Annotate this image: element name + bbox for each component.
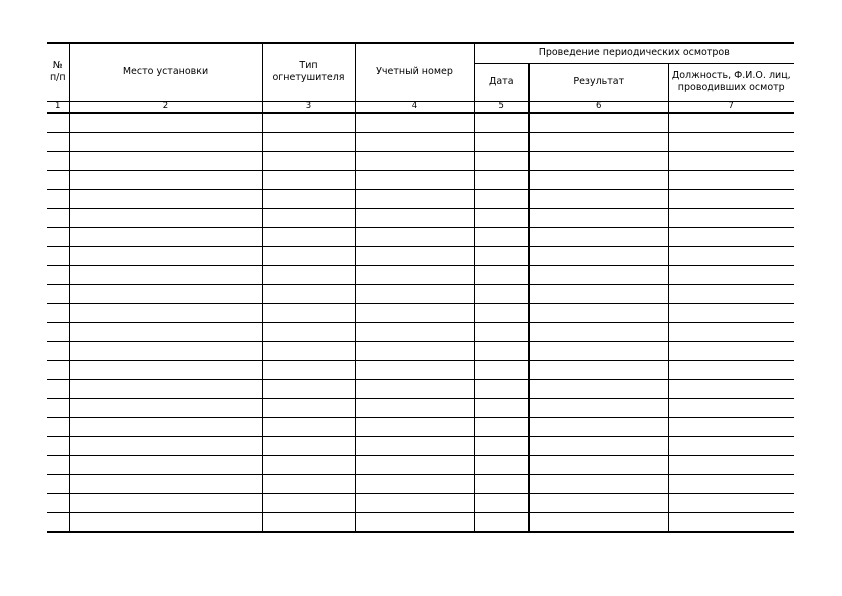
table-cell[interactable] bbox=[355, 113, 474, 133]
table-cell[interactable] bbox=[529, 455, 668, 474]
table-row bbox=[47, 246, 794, 265]
table-cell[interactable] bbox=[529, 189, 668, 208]
table-row bbox=[47, 113, 794, 133]
column-number: 2 bbox=[69, 101, 262, 113]
table-cell[interactable] bbox=[355, 512, 474, 532]
table-cell[interactable] bbox=[474, 227, 529, 246]
table-cell[interactable] bbox=[69, 379, 262, 398]
table-row bbox=[47, 436, 794, 455]
table-cell[interactable] bbox=[47, 379, 69, 398]
table-cell[interactable] bbox=[69, 303, 262, 322]
column-number-row bbox=[47, 101, 794, 113]
column-number: 7 bbox=[668, 101, 794, 113]
header-periodic-inspections: Проведение периодических осмотров bbox=[474, 43, 794, 63]
table-cell[interactable] bbox=[47, 436, 69, 455]
table-row bbox=[47, 265, 794, 284]
table-cell[interactable] bbox=[474, 189, 529, 208]
table-cell[interactable] bbox=[262, 455, 355, 474]
table-cell[interactable] bbox=[262, 474, 355, 493]
table-cell[interactable] bbox=[69, 246, 262, 265]
table-cell[interactable] bbox=[262, 208, 355, 227]
table-cell[interactable] bbox=[355, 322, 474, 341]
table-cell[interactable] bbox=[474, 417, 529, 436]
table-cell[interactable] bbox=[47, 322, 69, 341]
table-cell[interactable] bbox=[529, 360, 668, 379]
column-number: 5 bbox=[474, 101, 529, 113]
table-row bbox=[47, 208, 794, 227]
table-cell[interactable] bbox=[474, 512, 529, 532]
table-cell[interactable] bbox=[474, 113, 529, 133]
table-cell[interactable] bbox=[668, 512, 794, 532]
table-cell[interactable] bbox=[668, 474, 794, 493]
table-cell[interactable] bbox=[262, 322, 355, 341]
header-inspector: Должность, Ф.И.О. лиц, проводивших осмотр bbox=[668, 63, 794, 101]
table-cell[interactable] bbox=[668, 227, 794, 246]
table-cell[interactable] bbox=[47, 246, 69, 265]
table-cell[interactable] bbox=[355, 284, 474, 303]
header-date: Дата bbox=[474, 63, 529, 101]
table-row bbox=[47, 493, 794, 512]
table-row bbox=[47, 170, 794, 189]
table-cell[interactable] bbox=[668, 113, 794, 133]
table-cell[interactable] bbox=[262, 151, 355, 170]
table-cell[interactable] bbox=[668, 398, 794, 417]
table-cell[interactable] bbox=[529, 151, 668, 170]
table-cell[interactable] bbox=[355, 208, 474, 227]
table-cell[interactable] bbox=[69, 227, 262, 246]
column-number: 4 bbox=[355, 101, 474, 113]
table-cell[interactable] bbox=[529, 132, 668, 151]
table-cell[interactable] bbox=[355, 455, 474, 474]
table-cell[interactable] bbox=[47, 227, 69, 246]
table-cell[interactable] bbox=[474, 474, 529, 493]
table-cell[interactable] bbox=[69, 284, 262, 303]
table-cell[interactable] bbox=[355, 417, 474, 436]
table-row bbox=[47, 284, 794, 303]
inspection-log-table bbox=[47, 42, 794, 533]
table-cell[interactable] bbox=[474, 436, 529, 455]
table-cell[interactable] bbox=[262, 379, 355, 398]
table-cell[interactable] bbox=[668, 341, 794, 360]
table-cell[interactable] bbox=[262, 398, 355, 417]
table-cell[interactable] bbox=[47, 132, 69, 151]
table-cell[interactable] bbox=[529, 113, 668, 133]
table-cell[interactable] bbox=[474, 398, 529, 417]
table-cell[interactable] bbox=[529, 493, 668, 512]
table-cell[interactable] bbox=[668, 379, 794, 398]
table-cell[interactable] bbox=[355, 379, 474, 398]
table-cell[interactable] bbox=[668, 417, 794, 436]
table-cell[interactable] bbox=[529, 398, 668, 417]
table-row bbox=[47, 379, 794, 398]
table-row bbox=[47, 303, 794, 322]
table-cell[interactable] bbox=[262, 436, 355, 455]
table-cell[interactable] bbox=[474, 493, 529, 512]
table-cell[interactable] bbox=[262, 417, 355, 436]
table-row bbox=[47, 151, 794, 170]
table-cell[interactable] bbox=[529, 265, 668, 284]
table-cell[interactable] bbox=[474, 341, 529, 360]
table-cell[interactable] bbox=[47, 151, 69, 170]
table-cell[interactable] bbox=[668, 455, 794, 474]
table-cell[interactable] bbox=[69, 322, 262, 341]
table-cell[interactable] bbox=[474, 132, 529, 151]
table-row bbox=[47, 341, 794, 360]
table-cell[interactable] bbox=[529, 208, 668, 227]
table-cell[interactable] bbox=[69, 208, 262, 227]
table-cell[interactable] bbox=[474, 360, 529, 379]
table-cell[interactable] bbox=[69, 341, 262, 360]
header-row-number: № п/п bbox=[47, 43, 69, 101]
table-cell[interactable] bbox=[262, 512, 355, 532]
table-cell[interactable] bbox=[668, 360, 794, 379]
table-cell[interactable] bbox=[668, 170, 794, 189]
table-cell[interactable] bbox=[47, 208, 69, 227]
table-cell[interactable] bbox=[69, 151, 262, 170]
table-row bbox=[47, 512, 794, 532]
table-row bbox=[47, 189, 794, 208]
table-cell[interactable] bbox=[69, 493, 262, 512]
table-body bbox=[47, 113, 794, 532]
table-cell[interactable] bbox=[69, 189, 262, 208]
table-cell[interactable] bbox=[47, 341, 69, 360]
table-cell[interactable] bbox=[69, 132, 262, 151]
table-cell[interactable] bbox=[69, 360, 262, 379]
table-cell[interactable] bbox=[355, 341, 474, 360]
table-cell[interactable] bbox=[69, 170, 262, 189]
table-cell[interactable] bbox=[668, 265, 794, 284]
table-cell[interactable] bbox=[47, 512, 69, 532]
table-cell[interactable] bbox=[355, 151, 474, 170]
table-cell[interactable] bbox=[47, 189, 69, 208]
table-cell[interactable] bbox=[474, 379, 529, 398]
table-cell[interactable] bbox=[668, 303, 794, 322]
table-cell[interactable] bbox=[668, 493, 794, 512]
table-cell[interactable] bbox=[529, 303, 668, 322]
table-cell[interactable] bbox=[355, 493, 474, 512]
table-cell[interactable] bbox=[262, 265, 355, 284]
table-cell[interactable] bbox=[47, 398, 69, 417]
table-cell[interactable] bbox=[47, 284, 69, 303]
header-result: Результат bbox=[529, 63, 668, 101]
table-cell[interactable] bbox=[529, 379, 668, 398]
table-cell[interactable] bbox=[69, 398, 262, 417]
table-row bbox=[47, 360, 794, 379]
table-cell[interactable] bbox=[262, 113, 355, 133]
column-number: 3 bbox=[262, 101, 355, 113]
table-cell[interactable] bbox=[529, 170, 668, 189]
table-cell[interactable] bbox=[47, 113, 69, 133]
table-cell[interactable] bbox=[474, 265, 529, 284]
header-inventory-number: Учетный номер bbox=[355, 43, 474, 101]
table-row bbox=[47, 455, 794, 474]
header-extinguisher-type: Тип огнетушителя bbox=[262, 43, 355, 101]
table-cell[interactable] bbox=[355, 132, 474, 151]
table-cell[interactable] bbox=[529, 246, 668, 265]
table-cell[interactable] bbox=[69, 417, 262, 436]
column-number: 1 bbox=[47, 101, 69, 113]
table-cell[interactable] bbox=[474, 284, 529, 303]
table-cell[interactable] bbox=[355, 170, 474, 189]
table-cell[interactable] bbox=[47, 455, 69, 474]
table-cell[interactable] bbox=[668, 284, 794, 303]
table-cell[interactable] bbox=[355, 398, 474, 417]
table-cell[interactable] bbox=[474, 151, 529, 170]
table-cell[interactable] bbox=[529, 417, 668, 436]
table-cell[interactable] bbox=[529, 322, 668, 341]
table-cell[interactable] bbox=[355, 265, 474, 284]
table-cell[interactable] bbox=[355, 189, 474, 208]
table-cell[interactable] bbox=[668, 436, 794, 455]
table-cell[interactable] bbox=[47, 265, 69, 284]
table-cell[interactable] bbox=[668, 322, 794, 341]
table-cell[interactable] bbox=[668, 189, 794, 208]
table-cell[interactable] bbox=[529, 436, 668, 455]
table-cell[interactable] bbox=[474, 170, 529, 189]
table-cell[interactable] bbox=[474, 455, 529, 474]
table-cell[interactable] bbox=[529, 284, 668, 303]
table-cell[interactable] bbox=[474, 246, 529, 265]
table-row bbox=[47, 227, 794, 246]
table-cell[interactable] bbox=[47, 303, 69, 322]
table-cell[interactable] bbox=[69, 474, 262, 493]
table-cell[interactable] bbox=[47, 474, 69, 493]
column-number: 6 bbox=[529, 101, 668, 113]
table-cell[interactable] bbox=[668, 246, 794, 265]
table-cell[interactable] bbox=[262, 303, 355, 322]
table-cell[interactable] bbox=[69, 512, 262, 532]
table-row bbox=[47, 132, 794, 151]
table-cell[interactable] bbox=[355, 474, 474, 493]
table-row bbox=[47, 322, 794, 341]
table-row bbox=[47, 417, 794, 436]
table-cell[interactable] bbox=[262, 132, 355, 151]
table-cell[interactable] bbox=[355, 360, 474, 379]
table-cell[interactable] bbox=[47, 493, 69, 512]
table-cell[interactable] bbox=[529, 227, 668, 246]
table-cell[interactable] bbox=[474, 303, 529, 322]
table-cell[interactable] bbox=[355, 246, 474, 265]
table-cell[interactable] bbox=[262, 493, 355, 512]
table-cell[interactable] bbox=[529, 341, 668, 360]
table-row bbox=[47, 474, 794, 493]
table-cell[interactable] bbox=[529, 474, 668, 493]
table-cell[interactable] bbox=[69, 265, 262, 284]
table-cell[interactable] bbox=[668, 132, 794, 151]
table-cell[interactable] bbox=[69, 113, 262, 133]
table-cell[interactable] bbox=[262, 246, 355, 265]
table-cell[interactable] bbox=[668, 151, 794, 170]
table-cell[interactable] bbox=[69, 455, 262, 474]
table-cell[interactable] bbox=[262, 341, 355, 360]
table-cell[interactable] bbox=[69, 436, 262, 455]
table-cell[interactable] bbox=[262, 189, 355, 208]
table-cell[interactable] bbox=[474, 322, 529, 341]
table-row bbox=[47, 398, 794, 417]
table-cell[interactable] bbox=[262, 170, 355, 189]
table-cell[interactable] bbox=[262, 360, 355, 379]
table-cell[interactable] bbox=[47, 417, 69, 436]
header-location: Место установки bbox=[69, 43, 262, 101]
table-cell[interactable] bbox=[529, 512, 668, 532]
table-cell[interactable] bbox=[355, 303, 474, 322]
table-cell[interactable] bbox=[262, 227, 355, 246]
table-cell[interactable] bbox=[355, 436, 474, 455]
table-cell[interactable] bbox=[355, 227, 474, 246]
table-cell[interactable] bbox=[474, 208, 529, 227]
table-cell[interactable] bbox=[47, 170, 69, 189]
table-cell[interactable] bbox=[668, 208, 794, 227]
table-cell[interactable] bbox=[262, 284, 355, 303]
table-cell[interactable] bbox=[47, 360, 69, 379]
